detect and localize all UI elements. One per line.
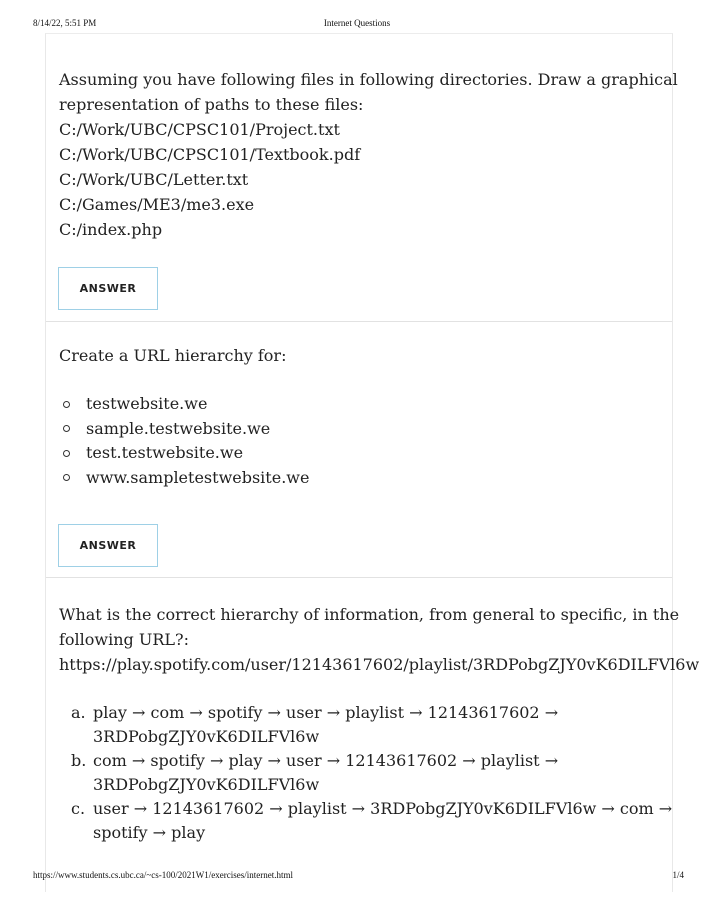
option-marker: b.	[71, 751, 87, 770]
list-item-text: www.sampletestwebsite.we	[86, 467, 310, 487]
option-marker: a.	[71, 703, 86, 722]
print-header	[0, 18, 714, 32]
question-url: https://play.spotify.com/user/12143617602/playlist/3RDPobgZJY0vK6DILFVl6w	[59, 655, 700, 674]
list-item	[59, 392, 309, 417]
option-text: com → spotify → play → user → 12143617602 → playlist →	[93, 751, 559, 770]
circle-bullet-icon	[63, 425, 70, 432]
option-text: play → com → spotify → user → playlist → 12143617602 →	[93, 703, 559, 722]
option-list	[59, 701, 672, 845]
question-line: What is the correct hierarchy of information, from general to specific, in the	[59, 605, 680, 624]
list-item-text: sample.testwebsite.we	[86, 418, 271, 438]
option-text: 3RDPobgZJY0vK6DILFVl6w	[93, 775, 320, 794]
circle-bullet-icon	[63, 401, 70, 408]
list-item-text: test.testwebsite.we	[86, 443, 244, 462]
option-item	[59, 797, 672, 845]
list-item-text: testwebsite.we	[86, 394, 208, 413]
file-path: C:/Work/UBC/CPSC101/Project.txt	[59, 120, 340, 139]
option-marker: c.	[71, 799, 86, 818]
print-url: https://www.students.cs.ubc.ca/~cs-100/2021W1/exercises/internet.html	[33, 870, 293, 880]
answer-button[interactable]: ANSWER	[58, 267, 158, 310]
file-path: C:/Work/UBC/CPSC101/Textbook.pdf	[59, 145, 361, 164]
circle-bullet-icon	[63, 474, 70, 481]
answer-button[interactable]: ANSWER	[58, 524, 158, 567]
list-item	[59, 466, 309, 491]
question-text	[59, 343, 672, 368]
list-item	[59, 441, 309, 466]
url-list	[59, 392, 309, 490]
question-line: Create a URL hierarchy for:	[59, 346, 287, 365]
question-file-paths	[46, 34, 678, 322]
question-text	[59, 67, 678, 242]
print-datetime: 8/14/22, 5:51 PM	[33, 18, 97, 28]
print-page-number: 1/4	[672, 870, 684, 880]
option-text: spotify → play	[93, 823, 206, 842]
file-path: C:/Work/UBC/Letter.txt	[59, 170, 249, 189]
question-line: Assuming you have following files in following directories. Draw a graphical	[59, 70, 678, 89]
option-text: 3RDPobgZJY0vK6DILFVl6w	[93, 727, 320, 746]
question-line: representation of paths to these files:	[59, 95, 364, 114]
question-url-hierarchy	[46, 322, 672, 578]
option-item	[59, 749, 672, 797]
print-title: Internet Questions	[323, 18, 391, 28]
file-path: C:/index.php	[59, 220, 163, 239]
circle-bullet-icon	[63, 450, 70, 457]
question-line: following URL?:	[59, 630, 189, 649]
print-footer	[0, 870, 714, 884]
exercise-card	[45, 33, 700, 892]
option-text: user → 12143617602 → playlist → 3RDPobgZJY0vK6DILFVl6w → com →	[93, 799, 673, 818]
question-text	[59, 602, 700, 677]
option-item	[59, 701, 672, 749]
list-item	[59, 417, 309, 442]
question-url-order	[46, 578, 700, 892]
file-path: C:/Games/ME3/me3.exe	[59, 195, 255, 214]
